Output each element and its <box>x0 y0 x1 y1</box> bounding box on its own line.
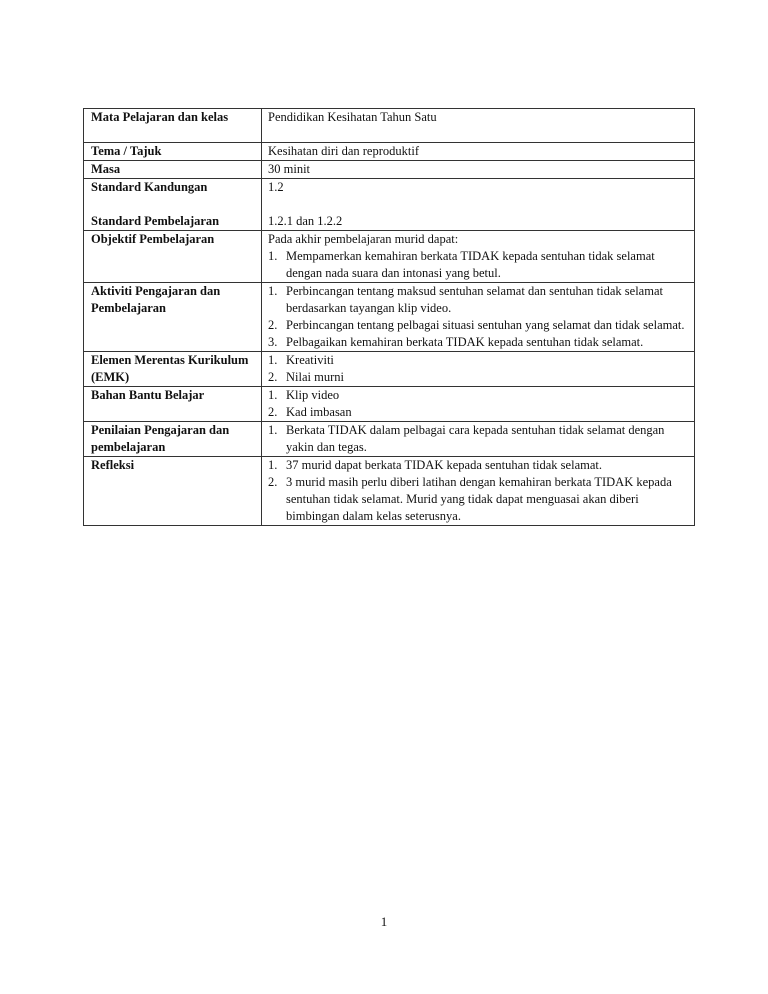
row-label: Refleksi <box>84 457 262 526</box>
row-value-group <box>262 387 695 422</box>
list-item-text: Mempamerkan kemahiran berkata TIDAK kepada sentuhan tidak selamat dengan nada suara dan intonasi yang betul. <box>286 249 655 280</box>
row-label-group <box>84 179 262 231</box>
row-label: Mata Pelajaran dan kelas <box>84 109 262 143</box>
list-number: 1. <box>268 458 278 472</box>
list-number: 2. <box>268 370 278 384</box>
list-item-text: 3 murid masih perlu diberi latihan dengan kemahiran berkata TIDAK kepada sentuhan tidak selamat. Murid yang tidak dapat menguasai akan diberi bimbingan dalam kelas seterusnya. <box>286 475 672 523</box>
list-item-text: Perbincangan tentang pelbagai situasi sentuhan yang selamat dan tidak selamat. <box>286 318 685 332</box>
row-label: Penilaian Pengajaran dan pembelajaran <box>84 422 262 457</box>
list-item-text: Nilai murni <box>286 370 344 384</box>
list-item <box>268 369 688 386</box>
list-item <box>268 387 688 404</box>
list-item <box>268 248 688 282</box>
row-value: Kesihatan diri dan reproduktif <box>262 143 695 161</box>
page-number: 1 <box>380 914 388 929</box>
lesson-plan-table <box>83 108 695 526</box>
row-value: 30 minit <box>262 161 695 179</box>
list-item-text: Klip video <box>286 388 340 402</box>
list-item <box>268 317 688 334</box>
table-row <box>84 109 695 143</box>
list-item <box>268 404 688 421</box>
table-row <box>84 422 695 457</box>
row-value-group <box>262 457 695 526</box>
list-number: 2. <box>268 405 278 419</box>
table-row <box>84 143 695 161</box>
row-value: 1.2 <box>268 180 284 194</box>
row-intro: Pada akhir pembelajaran murid dapat: <box>268 232 459 246</box>
list-item <box>268 283 688 317</box>
list-number: 1. <box>268 284 278 298</box>
list-item-text: 37 murid dapat berkata TIDAK kepada sentuhan tidak selamat. <box>286 458 602 472</box>
list-item-text: Kreativiti <box>286 353 334 367</box>
list-item-text: Berkata TIDAK dalam pelbagai cara kepada sentuhan tidak selamat dengan yakin dan tegas. <box>286 423 665 454</box>
row-value-group <box>262 422 695 457</box>
row-label: Elemen Merentas Kurikulum (EMK) <box>84 352 262 387</box>
list-number: 1. <box>268 388 278 402</box>
list-item <box>268 457 688 474</box>
table-row <box>84 457 695 526</box>
list-item-text: Pelbagaikan kemahiran berkata TIDAK kepada sentuhan tidak selamat. <box>286 335 644 349</box>
spacer <box>91 196 255 213</box>
spacer <box>268 196 688 213</box>
row-value: 1.2.1 dan 1.2.2 <box>268 214 343 228</box>
row-label: Standard Pembelajaran <box>91 214 220 228</box>
row-value: Pendidikan Kesihatan Tahun Satu <box>262 109 695 143</box>
row-value-group <box>262 352 695 387</box>
table-row <box>84 352 695 387</box>
list-item <box>268 334 688 351</box>
row-label: Bahan Bantu Belajar <box>84 387 262 422</box>
row-label: Standard Kandungan <box>91 180 208 194</box>
row-value-group <box>262 231 695 283</box>
list-item-text: Kad imbasan <box>286 405 352 419</box>
list-item <box>268 352 688 369</box>
row-label: Tema / Tajuk <box>84 143 262 161</box>
list-item <box>268 474 688 525</box>
row-value-group <box>262 283 695 352</box>
list-number: 1. <box>268 353 278 367</box>
list-number: 1. <box>268 249 278 263</box>
list-item <box>268 422 688 456</box>
row-label: Aktiviti Pengajaran dan Pembelajaran <box>84 283 262 352</box>
list-number: 1. <box>268 423 278 437</box>
table-row <box>84 283 695 352</box>
list-number: 2. <box>268 475 278 489</box>
row-value-group <box>262 179 695 231</box>
table-row <box>84 161 695 179</box>
table-row <box>84 387 695 422</box>
table-row <box>84 179 695 231</box>
row-label: Masa <box>84 161 262 179</box>
list-number: 3. <box>268 335 278 349</box>
row-label: Objektif Pembelajaran <box>84 231 262 283</box>
list-number: 2. <box>268 318 278 332</box>
table-row <box>84 231 695 283</box>
list-item-text: Perbincangan tentang maksud sentuhan selamat dan sentuhan tidak selamat berdasarkan tayangan klip video. <box>286 284 663 315</box>
